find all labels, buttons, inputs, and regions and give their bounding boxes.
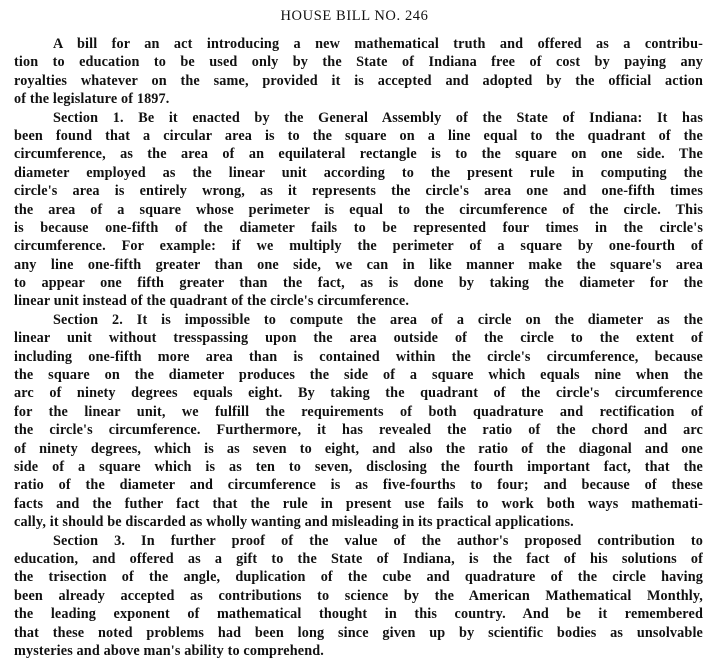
- text-line: been found that a circular area is to the square on a line equal to the quadrant of the: [14, 127, 703, 144]
- text-line: that these noted problems had been long since given up by scientific bodies as unsolvable: [14, 624, 703, 641]
- text-line: facts and the futher fact that the rule in present use fails to work both ways mathemati-: [14, 495, 703, 512]
- text-line: Section 2. It is impossible to compute the area of a circle on the diameter as the: [53, 311, 703, 328]
- paragraph-section-3: [14, 532, 703, 660]
- text-line: arc of ninety degrees equals eight. By taking the quadrant of the circle's circumference: [14, 385, 703, 402]
- text-line: circumference. For example: if we multiply the perimeter of a square by one-fourth of: [14, 238, 703, 255]
- text-line: for the linear unit, we fulfill the requirements of both quadrature and rectification of: [14, 403, 703, 420]
- text-line: Section 1. Be it enacted by the General Assembly of the State of Indiana: It has: [53, 109, 703, 126]
- text-line: side of a square which is as ten to seven, disclosing the fourth important fact, that the: [14, 458, 703, 475]
- paragraph-section-1: [14, 109, 703, 311]
- paragraph-section-2: [14, 311, 703, 532]
- text-line: linear unit instead of the quadrant of the circle's circumference.: [14, 293, 410, 310]
- text-line: been already accepted as contributions to science by the American Mathematical Monthly,: [14, 587, 703, 604]
- text-line: the area of a square whose perimeter is equal to the circumference of the circle. This: [14, 201, 703, 218]
- text-line: of the legislature of 1897.: [14, 91, 170, 108]
- text-line: circle's area is entirely wrong, as it represents the circle's area one and one-fifth times: [14, 183, 703, 200]
- text-line: ratio of the diameter and circumference is as five-fourths to four; and because of these: [14, 477, 703, 494]
- text-line: is because one-fifth of the diameter fails to be represented four times in the circle's: [14, 219, 703, 236]
- text-line: Section 3. In further proof of the value of the author's proposed contribution to: [53, 532, 703, 549]
- text-line: education, and offered as a gift to the State of Indiana, is the fact of his solutions of: [14, 550, 703, 567]
- bill-body: [14, 35, 703, 660]
- text-line: the square on the diameter produces the side of a square which equals nine when the: [14, 367, 703, 384]
- paragraph-preamble: [14, 35, 703, 109]
- text-line: of ninety degrees, which is as seven to eight, and also the ratio of the diagonal and one: [14, 440, 703, 457]
- text-line: diameter employed as the linear unit according to the present rule in computing the: [14, 164, 703, 181]
- text-line: the circle's circumference. Furthermore, it has revealed the ratio of the chord and arc: [14, 422, 703, 439]
- text-line: A bill for an act introducing a new mathematical truth and offered as a contribu-: [53, 36, 703, 52]
- text-line: royalties whatever on the same, provided it is accepted and adopted by the official action: [14, 72, 703, 89]
- text-line: any line one-fifth greater than one side, we can in like manner make the square's area: [14, 256, 703, 273]
- text-line: the trisection of the angle, duplication of the cube and quadrature of the circle having: [14, 569, 703, 586]
- bill-title: HOUSE BILL NO. 246: [280, 8, 429, 24]
- text-line: tion to education to be used only by the State of Indiana free of cost by paying any: [14, 54, 703, 71]
- text-line: linear unit without tresspassing upon the area outside of the circle to the extent of: [14, 330, 703, 347]
- text-line: including one-fifth more area than is contained within the circle's circumference, because: [14, 348, 703, 365]
- text-line: the leading exponent of mathematical thought in this country. And be it remembered: [14, 606, 703, 623]
- text-line: to appear one fifth greater than the fact, as is done by taking the diameter for the: [14, 275, 703, 292]
- text-line: mysteries and above man's ability to comprehend.: [14, 642, 325, 659]
- text-line: cally, it should be discarded as wholly wanting and misleading in its practical applications.: [14, 514, 574, 531]
- text-line: circumference, as the area of an equilateral rectangle is to the square on one side. The: [14, 146, 703, 163]
